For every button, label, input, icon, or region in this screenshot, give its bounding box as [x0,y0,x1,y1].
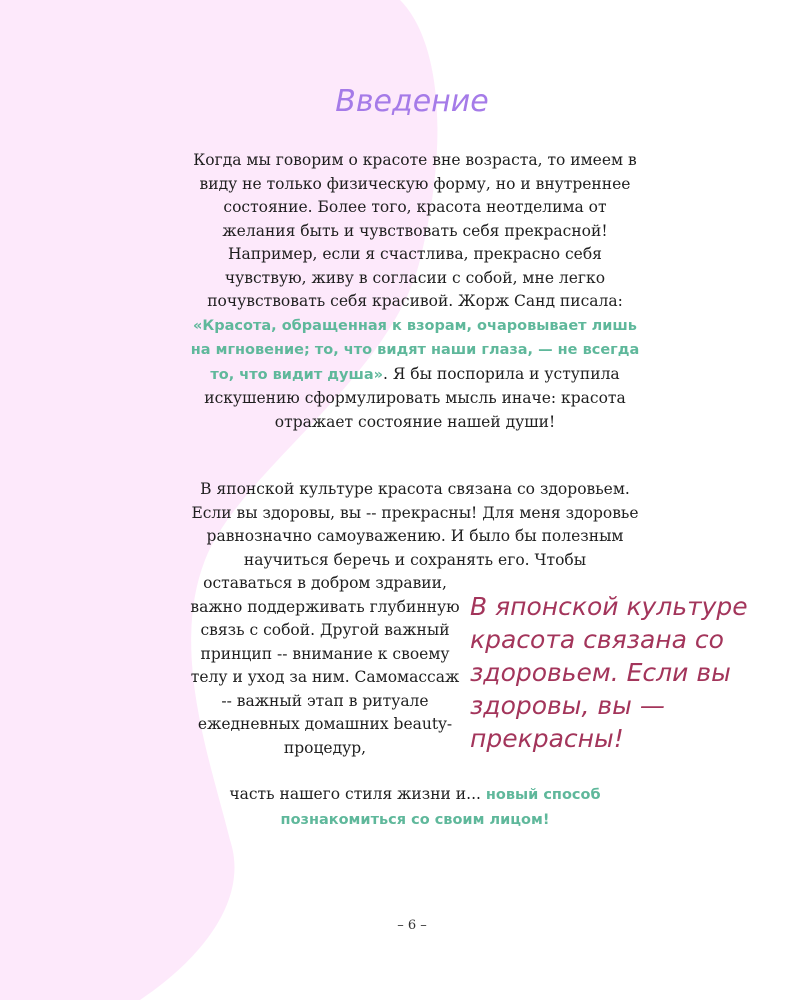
japan-paragraph-end-text: часть нашего стиля жизни и... [229,785,486,803]
intro-text: Когда мы говорим о красоте вне возраста, то имеем в виду не только физическую форму, но и внутреннее состояние. Более того, красота неотделима от желания быть и чувствовать себя прекрасной! Например, если я счастлива, прекрасно себя чувствую, живу в согласии с собой, мне легко почувствовать себя красивой. Жорж Санд писала: [193,151,637,310]
japan-paragraph-end [190,783,640,832]
pull-quote: В японской культуре красота связана со здоровьем. Если вы здоровы, вы — прекрасны! [470,592,748,753]
page-title: Введение [335,84,489,119]
george-sand-quote: «Красота, обращенная к взорам, очаровывает лишь на мгновение; то, что видят наши глаза, — не всегда то, что видит душа» [190,317,640,383]
japan-paragraph-narrow: оставаться в добром здравии, важно поддерживать глубинную связь с собой. Другой важный принцип -- внимание к своему телу и уход за ним. Самомассаж -- важный этап в ритуале ежедневных домашних beauty-процедур, [190,574,460,757]
intro-paragraph [190,149,640,434]
japan-paragraph: В японской культуре красота связана со здоровьем. Если вы здоровы, вы -- прекрасны! Для меня здоровье равнозначно самоуважению. И было бы полезным научиться беречь и сохранять его. Чтобы [191,480,639,569]
page-number: – 6 – [397,918,427,933]
face-accent-text: новый способ познакомиться со своим лицом! [280,787,601,828]
intro-text-continued: . Я бы поспорила и уступила искушению сформулировать мысль иначе: красота отражает состояние нашей души! [204,364,626,431]
